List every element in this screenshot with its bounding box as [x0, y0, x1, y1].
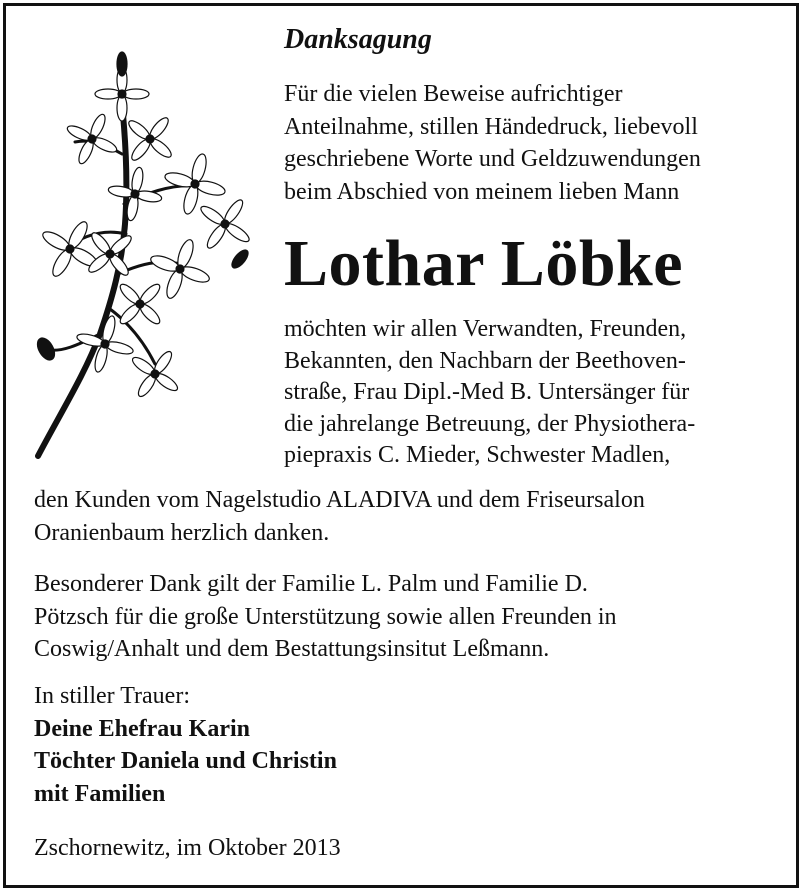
deceased-name: Lothar Löbke [284, 227, 684, 300]
place-date: Zschornewitz, im Oktober 2013 [34, 835, 341, 861]
thanks-paragraph-full [34, 484, 645, 549]
text-line: Coswig/Anhalt und dem Bestattungsinsitut Leßmann. [34, 636, 550, 662]
signature-block [34, 680, 337, 810]
text-line: Anteilnahme, stillen Händedruck, liebevoll [284, 113, 698, 140]
forsythia-branch-icon [30, 44, 260, 464]
text-line: piepraxis C. Mieder, Schwester Madlen, [284, 442, 671, 469]
text-line: geschriebene Worte und Geldzuwendungen [284, 146, 701, 172]
signature-line: Töchter Daniela und Christin [34, 748, 337, 774]
text-line: den Kunden vom Nagelstudio ALADIVA und dem Friseursalon [34, 487, 645, 513]
special-thanks-paragraph [34, 568, 617, 666]
text-line: Bekannten, den Nachbarn der Beethoven- [284, 347, 686, 374]
text-line: möchten wir allen Verwandten, Freunden, [284, 316, 687, 342]
thanks-paragraph-indented [284, 314, 695, 472]
intro-paragraph [284, 78, 701, 208]
text-line: Besonderer Dank gilt der Familie L. Palm und Familie D. [34, 571, 588, 597]
text-line: die jahrelange Betreuung, der Physiothera- [284, 410, 696, 437]
text-line: Pötzsch für die große Unterstützung sowie allen Freunden in [34, 603, 617, 630]
heading: Danksagung [284, 24, 432, 55]
text-line: Für die vielen Beweise aufrichtiger [284, 81, 623, 107]
text-line: Oranienbaum herzlich danken. [34, 519, 330, 546]
signature-line: mit Familien [34, 780, 166, 807]
text-line: straße, Frau Dipl.-Med B. Untersänger für [284, 379, 690, 406]
signature-line: Deine Ehefrau Karin [34, 715, 250, 742]
signature-intro: In stiller Trauer: [34, 683, 190, 709]
text-line: beim Abschied von meinem lieben Mann [284, 178, 680, 205]
